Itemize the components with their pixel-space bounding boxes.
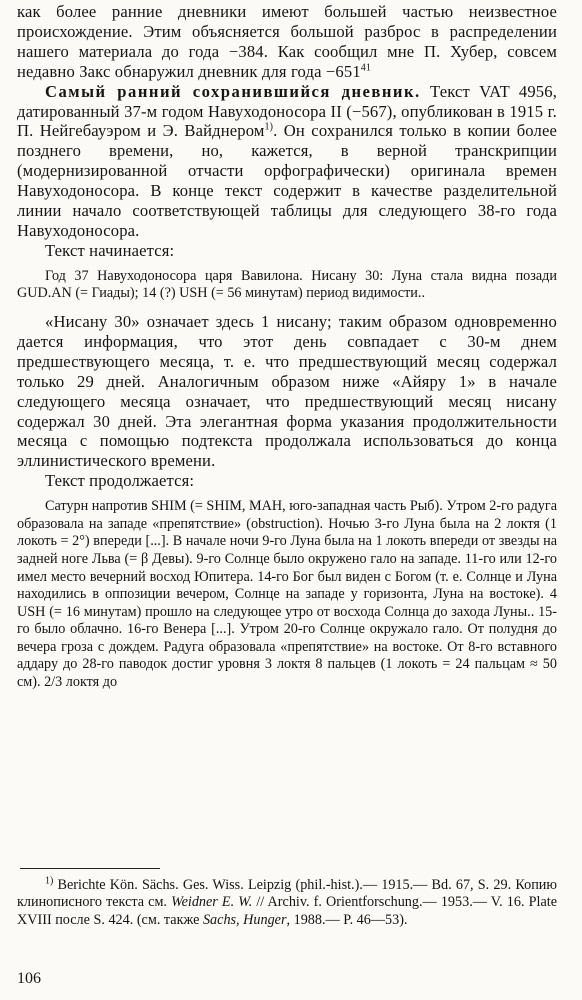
footnote-text-b: // Archiv. f. Orientforschung.— 1953.— V. 16. Plate XVIII после S. 424. (см. также (17, 894, 557, 928)
footnote-ref: 1) (45, 875, 54, 887)
footnote-text-c: , 1988.— P. 46—53). (286, 911, 408, 928)
footnote-text-a: Berichte Kön. Sächs. Ges. Wiss. Leipzig (phil.-hist.).— 1915.— Bd. 67, S. 29. Копию клинописного текста см. (17, 877, 557, 911)
paragraph-intro (17, 2, 557, 82)
footnote (17, 877, 557, 929)
paragraph-nisan: «Нисану 30» означает здесь 1 нисану; таким образом одновременно дается информация, что этот день совпадает с 30-м днем предшествующего месяца, т. е. что предшествующий месяц содержал только 29 дней. Аналогичным образом ниже «Айяру 1» в начале следующего месяца означает, что предшествующий месяц нисану содержал 30 дней. Эта элегантная форма указания продолжительности месяца с помощью подтекста продолжала использоваться до конца эллинистического времени. (17, 311, 557, 471)
reference-41: 41 (360, 62, 372, 74)
main-text (17, 2, 557, 692)
paragraph-vat4956-text-b: . Он сохранился только в копии более позднего времени, но, кажется, в верной транскрипции (модернизированной отчасти орфографически) оригинала времен Навуходоносора. В конце текст содержит в качестве разделительной линии начало соответствующей таблицы для следующего 38-го года Навуходоносора. (17, 121, 557, 240)
quote-continuation: Сатурн напротив SHIM (= SHIM, MAH, юго-западная часть Рыб). Утром 2-го радуга образовала на западе «препятствие» (obstruction). Ночью 3-го Луна была на 2 локтя (1 локоть = 2°) впереди [...]. В начале ночи 9-го Луна была на 1 локоть впереди от звезды на задней ноге Льва (= β Девы). 9-го Солнце было окружено гало на западе. 11-го или 12-го имел место вечерний восход Юпитера. 14-го Бог был виден с Богом (т. е. Солнце и Луна находились в оппозиции вечером, Солнце на западе у горизонта, Луна на востоке). 4 USH (= 16 минутам) прошло на следующее утро от восхода Солнца до захода Луны.. 15-го было облачно. 16-го Венера [...]. Утром 20-го Солнце окружало гало. От полудня до вечера гроза с дождем. Радуга образовала «препятствие» на востоке. От 8-го вставного аддару до 28-го паводок достиг уровня 3 локтя 8 пальцев (1 локоть = 24 пальцам ≈ 50 см). 2/3 локтя до (17, 498, 557, 691)
footnote-divider (20, 868, 160, 869)
paragraph-vat4956 (17, 82, 557, 241)
paragraph-vat4956-text-a: Текст VAT 4956, датированный 37-м годом Навуходоносора II (−567), опубликован в 1915 г. П. Нейгебауэром и Э. Вайднером (17, 81, 557, 141)
section-lead: Самый ранний сохранившийся дневник. (45, 81, 421, 101)
footnote-marker: 1) (264, 121, 274, 133)
quote-opening: Год 37 Навуходоносора царя Вавилона. Нисану 30: Луна стала видна позади GUD.AN (= Гиады); 14 (?) USH (= 56 минутам) период видимости.. (17, 267, 557, 302)
paragraph-text-begins: Текст начинается: (45, 240, 175, 260)
footnote-author-weidner: Weidner E. W. (171, 894, 253, 911)
paragraph-text-continues: Текст продолжается: (45, 471, 195, 491)
page-number: 106 (17, 970, 41, 987)
footnote-author-sachs-hunger: Sachs, Hunger (202, 911, 287, 928)
paragraph-intro-text: как более ранние дневники имеют большей частью неизвестное происхождение. Этим объясняется большой разброс в распределении нашего материала до года −384. Как сообщил мне П. Хубер, совсем недавно Закс обнаружил дневник для года −651 (17, 2, 557, 81)
